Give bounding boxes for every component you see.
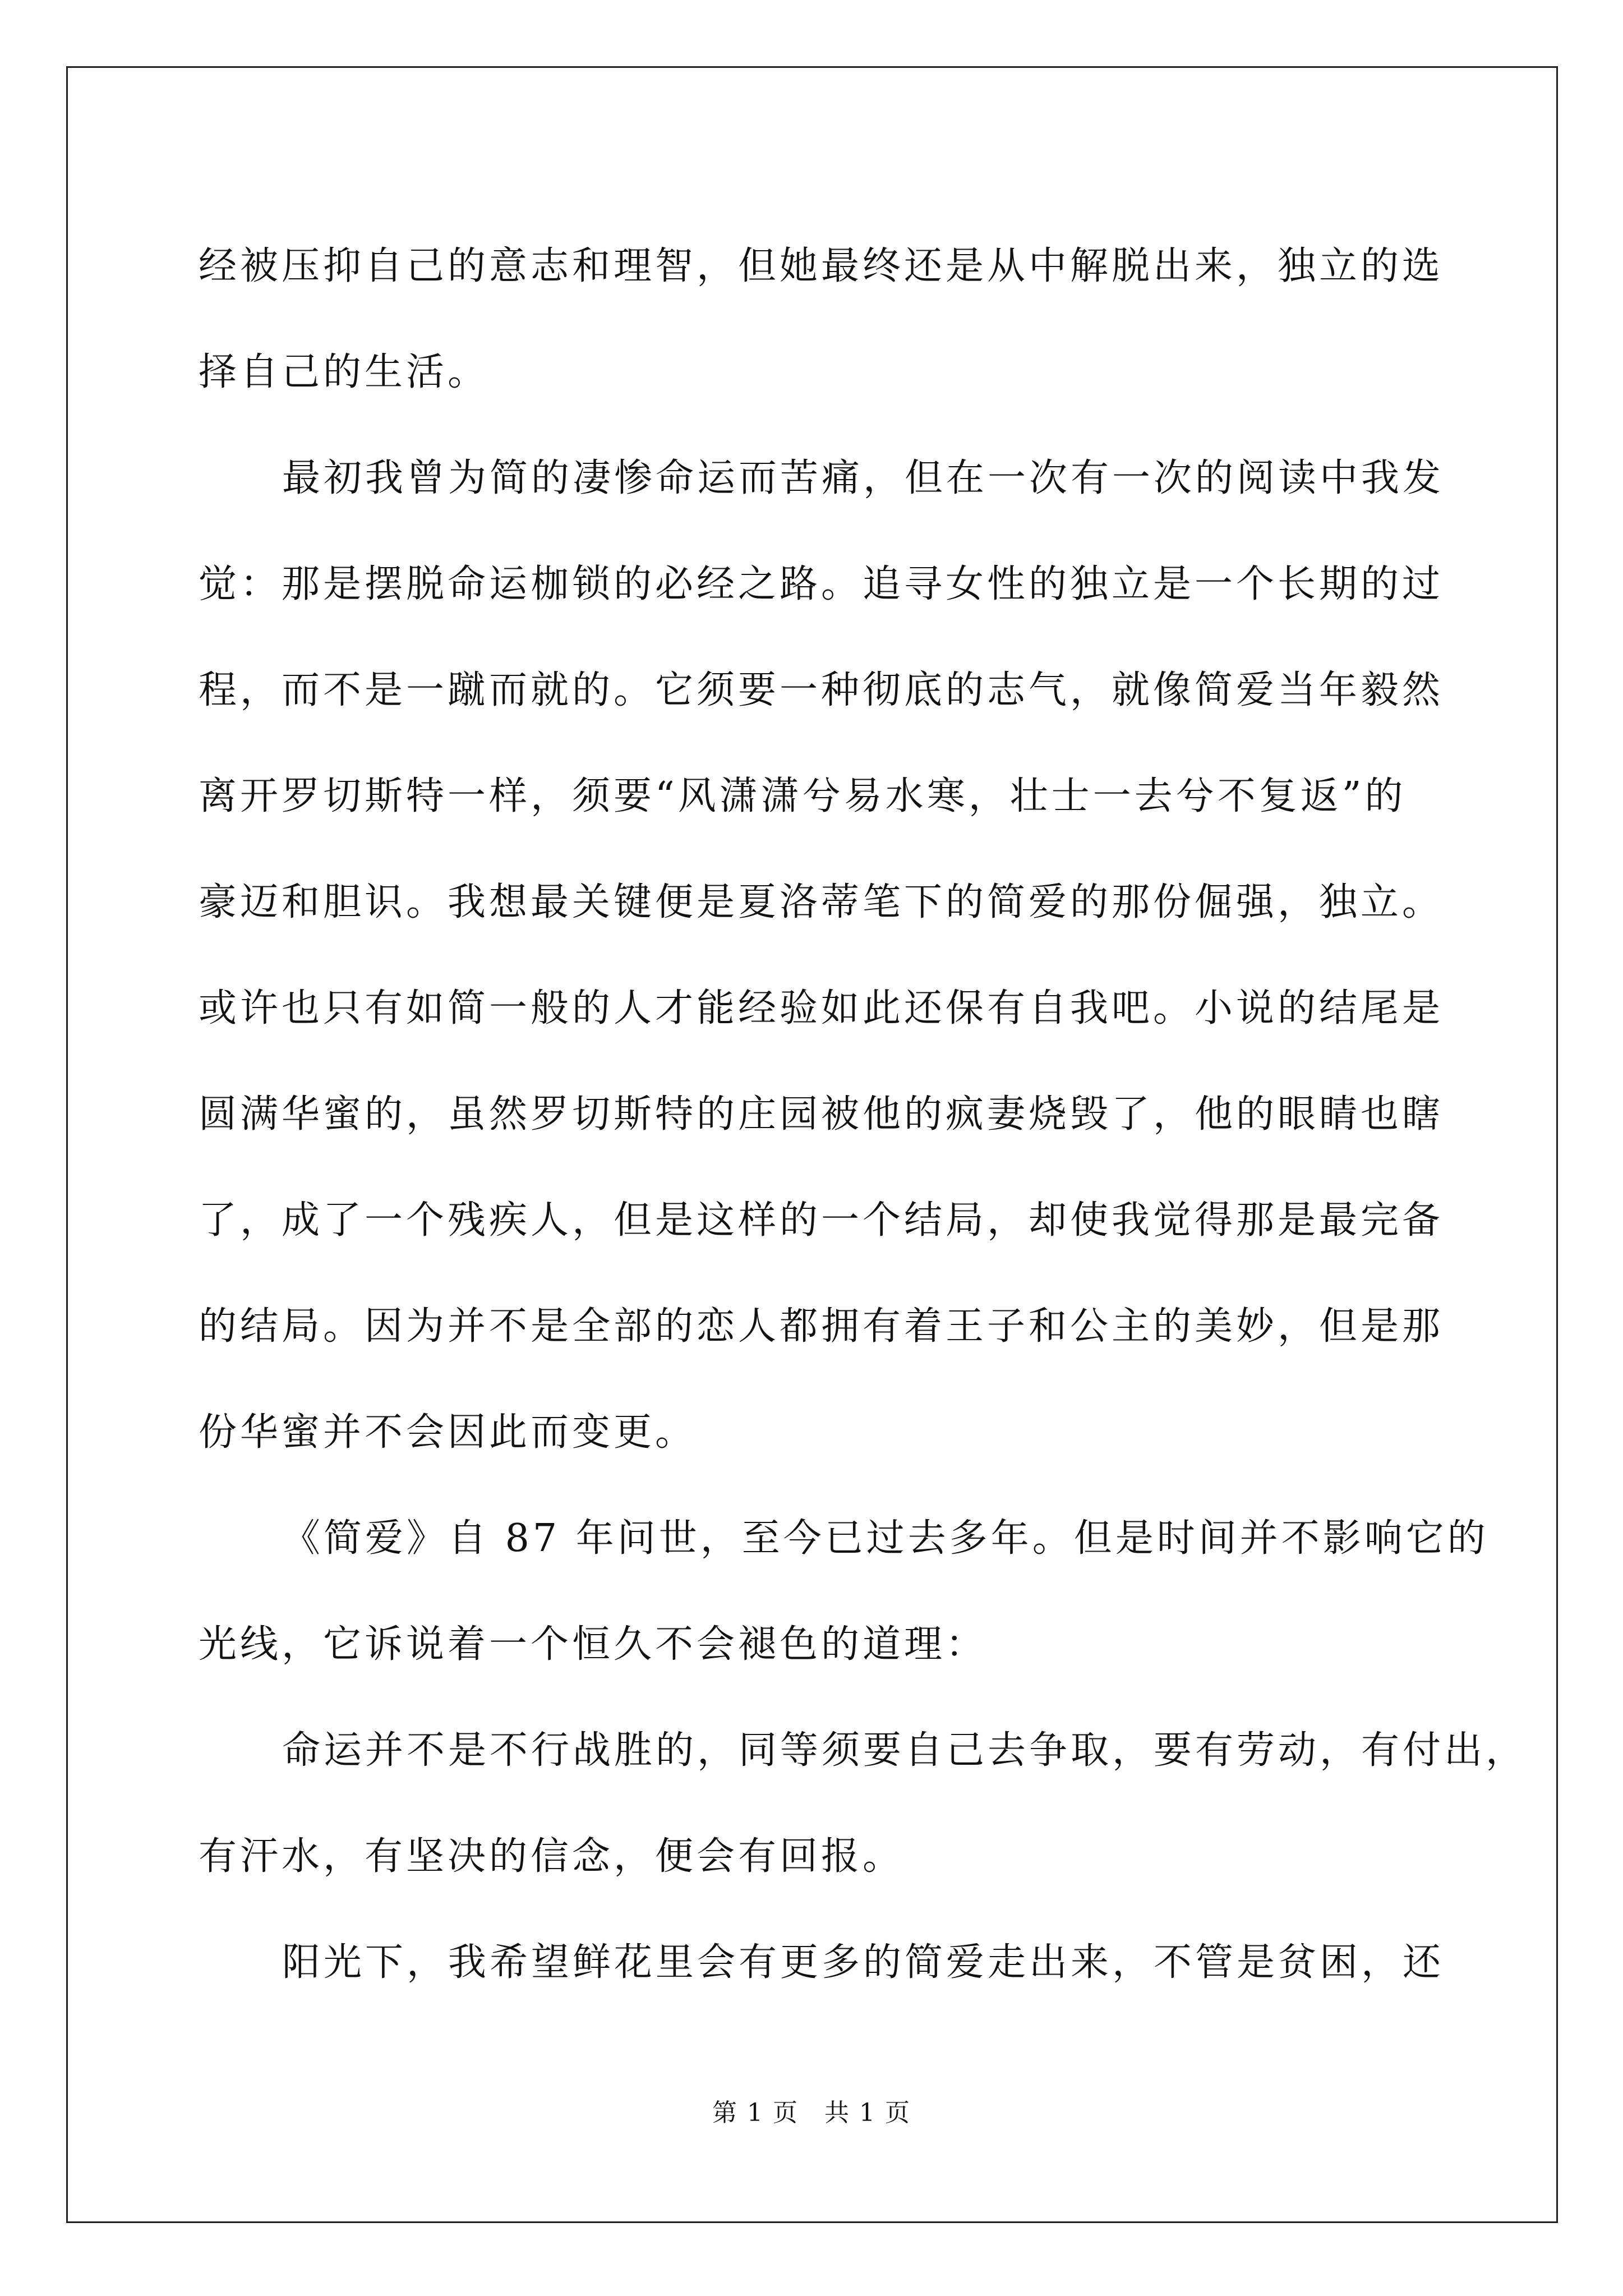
document-body <box>199 213 1528 2016</box>
body-line: 份华蜜并不会因此而变更。 <box>199 1410 697 1455</box>
page-number-footer: 第 1 页 共 1 页 <box>712 2099 911 2127</box>
body-line: 觉：那是摆脱命运枷锁的必经之路。追寻女性的独立是一个长期的过 <box>199 562 1444 606</box>
body-line: 程，而不是一蹴而就的。它须要一种彻底的志气，就像简爱当年毅然 <box>199 668 1444 712</box>
body-line: 择自己的生活。 <box>199 350 490 394</box>
body-line: 豪迈和胆识。我想最关键便是夏洛蒂笔下的简爱的那份倔强，独立。 <box>199 880 1444 924</box>
body-line: 最初我曾为简的凄惨命运而苦痛，但在一次有一次的阅读中我发 <box>282 456 1445 500</box>
body-line: 有汗水，有坚决的信念，便会有回报。 <box>199 1834 905 1879</box>
body-line: 或许也只有如简一般的人才能经验如此还保有自我吧。小说的结尾是 <box>199 986 1444 1030</box>
body-line: 《简爱》自 87 年问世，至今已过去多年。但是时间并不影响它的 <box>282 1516 1489 1561</box>
body-line: 光线，它诉说着一个恒久不会褪色的道理： <box>199 1622 988 1667</box>
body-line: 命运并不是不行战胜的，同等须要自己去争取，要有劳动，有付出， <box>282 1728 1528 1773</box>
body-line: 圆满华蜜的，虽然罗切斯特的庄园被他的疯妻烧毁了，他的眼睛也瞎 <box>199 1092 1444 1137</box>
body-line: 离开罗切斯特一样，须要“风潇潇兮易水寒，壮士一去兮不复返”的 <box>199 774 1407 818</box>
body-line: 阳光下，我希望鲜花里会有更多的简爱走出来，不管是贫困，还 <box>282 1940 1445 1985</box>
body-line: 经被压抑自己的意志和理智，但她最终还是从中解脱出来，独立的选 <box>199 244 1444 288</box>
body-line: 了，成了一个残疾人，但是这样的一个结局，却使我觉得那是最完备 <box>199 1198 1444 1243</box>
body-line: 的结局。因为并不是全部的恋人都拥有着王子和公主的美妙，但是那 <box>199 1304 1444 1349</box>
